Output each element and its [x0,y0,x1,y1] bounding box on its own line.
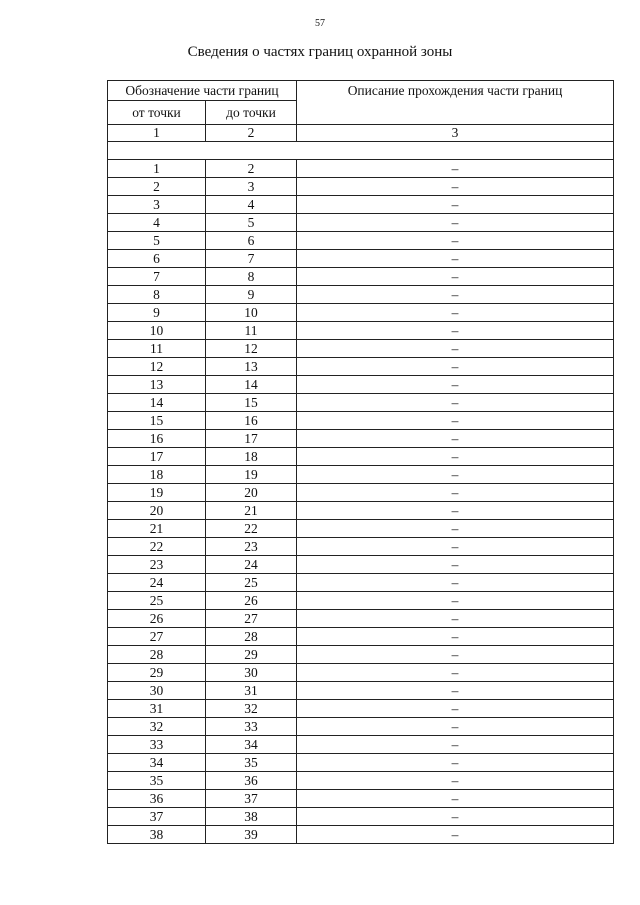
from-point-cell: 28 [108,646,206,664]
to-point-cell: 32 [206,700,297,718]
from-point-cell: 3 [108,196,206,214]
to-point-cell: 28 [206,628,297,646]
from-point-cell: 36 [108,790,206,808]
to-point-cell: 11 [206,322,297,340]
to-point-cell: 14 [206,376,297,394]
description-cell: – [297,322,614,340]
description-cell: – [297,412,614,430]
from-point-cell: 16 [108,430,206,448]
table-row [108,754,614,772]
from-point-header: от точки [108,101,206,125]
table-row [108,268,614,286]
description-cell: – [297,574,614,592]
to-point-cell: 34 [206,736,297,754]
to-point-cell: 17 [206,430,297,448]
from-point-cell: 15 [108,412,206,430]
from-point-cell: 37 [108,808,206,826]
description-cell: – [297,790,614,808]
to-point-cell: 29 [206,646,297,664]
to-point-cell: 39 [206,826,297,844]
to-point-cell: 23 [206,538,297,556]
description-cell: – [297,754,614,772]
table-row [108,304,614,322]
description-cell: – [297,232,614,250]
from-point-cell: 18 [108,466,206,484]
description-cell: – [297,592,614,610]
to-point-cell: 37 [206,790,297,808]
to-point-cell: 35 [206,754,297,772]
description-cell: – [297,340,614,358]
table-row [108,574,614,592]
description-cell: – [297,736,614,754]
to-point-cell: 19 [206,466,297,484]
from-point-cell: 25 [108,592,206,610]
table-row [108,178,614,196]
table-row [108,628,614,646]
table-row [108,520,614,538]
to-point-cell: 24 [206,556,297,574]
table-row [108,718,614,736]
description-cell: – [297,430,614,448]
description-cell: – [297,286,614,304]
from-point-cell: 2 [108,178,206,196]
from-point-cell: 1 [108,160,206,178]
to-point-cell: 30 [206,664,297,682]
to-point-cell: 15 [206,394,297,412]
description-cell: – [297,160,614,178]
to-point-cell: 9 [206,286,297,304]
table-row [108,376,614,394]
description-cell: – [297,376,614,394]
to-point-cell: 5 [206,214,297,232]
table-row [108,340,614,358]
boundary-part-designation-header: Обозначение части границ [108,81,297,101]
table-row [108,808,614,826]
description-cell: – [297,448,614,466]
description-cell: – [297,520,614,538]
from-point-cell: 35 [108,772,206,790]
table-row [108,592,614,610]
description-cell: – [297,268,614,286]
description-cell: – [297,718,614,736]
from-point-cell: 38 [108,826,206,844]
from-point-cell: 19 [108,484,206,502]
table-row [108,250,614,268]
description-cell: – [297,358,614,376]
to-point-cell: 16 [206,412,297,430]
table-body [108,160,614,844]
table-row [108,826,614,844]
table-row [108,286,614,304]
from-point-cell: 23 [108,556,206,574]
to-point-cell: 2 [206,160,297,178]
from-point-cell: 34 [108,754,206,772]
description-cell: – [297,538,614,556]
description-cell: – [297,394,614,412]
to-point-cell: 25 [206,574,297,592]
table-row [108,466,614,484]
table-row [108,430,614,448]
column-number: 2 [206,125,297,142]
to-point-cell: 3 [206,178,297,196]
table-row [108,160,614,178]
from-point-cell: 8 [108,286,206,304]
to-point-cell: 13 [206,358,297,376]
description-cell: – [297,466,614,484]
from-point-cell: 33 [108,736,206,754]
from-point-cell: 6 [108,250,206,268]
description-cell: – [297,826,614,844]
document-title: Сведения о частях границ охранной зоны [187,44,453,60]
table-row [108,556,614,574]
description-cell: – [297,250,614,268]
description-cell: – [297,646,614,664]
from-point-cell: 22 [108,538,206,556]
from-point-cell: 31 [108,700,206,718]
table-row [108,646,614,664]
to-point-cell: 10 [206,304,297,322]
blank-cell [108,142,614,160]
table-row [108,772,614,790]
from-point-cell: 7 [108,268,206,286]
from-point-cell: 10 [108,322,206,340]
table-row [108,502,614,520]
from-point-cell: 14 [108,394,206,412]
to-point-cell: 26 [206,592,297,610]
table-row [108,412,614,430]
from-point-cell: 26 [108,610,206,628]
description-cell: – [297,682,614,700]
column-number: 3 [297,125,614,142]
description-cell: – [297,556,614,574]
description-cell: – [297,808,614,826]
table-row [108,538,614,556]
table-row [108,484,614,502]
from-point-cell: 17 [108,448,206,466]
table-row [108,610,614,628]
table-row [108,790,614,808]
table-row [108,736,614,754]
to-point-cell: 22 [206,520,297,538]
to-point-cell: 38 [206,808,297,826]
description-cell: – [297,700,614,718]
from-point-cell: 11 [108,340,206,358]
boundary-parts-table [107,80,614,844]
from-point-cell: 27 [108,628,206,646]
to-point-cell: 33 [206,718,297,736]
table-row [108,448,614,466]
table-row [108,232,614,250]
blank-row [108,142,614,160]
description-cell: – [297,214,614,232]
description-cell: – [297,610,614,628]
to-point-cell: 21 [206,502,297,520]
boundary-description-header: Описание прохождения части границ [297,81,614,125]
table-row [108,394,614,412]
table-row [108,682,614,700]
from-point-cell: 21 [108,520,206,538]
from-point-cell: 5 [108,232,206,250]
to-point-cell: 18 [206,448,297,466]
from-point-cell: 9 [108,304,206,322]
to-point-cell: 20 [206,484,297,502]
table-row [108,700,614,718]
from-point-cell: 13 [108,376,206,394]
description-cell: – [297,664,614,682]
description-cell: – [297,304,614,322]
to-point-cell: 6 [206,232,297,250]
from-point-cell: 32 [108,718,206,736]
to-point-cell: 27 [206,610,297,628]
to-point-cell: 31 [206,682,297,700]
to-point-cell: 4 [206,196,297,214]
description-cell: – [297,628,614,646]
table-row [108,214,614,232]
description-cell: – [297,484,614,502]
description-cell: – [297,772,614,790]
from-point-cell: 12 [108,358,206,376]
to-point-cell: 12 [206,340,297,358]
description-cell: – [297,196,614,214]
from-point-cell: 4 [108,214,206,232]
to-point-cell: 36 [206,772,297,790]
table-row [108,664,614,682]
table-row [108,196,614,214]
table-row [108,322,614,340]
to-point-cell: 8 [206,268,297,286]
table-row [108,358,614,376]
to-point-header: до точки [206,101,297,125]
description-cell: – [297,178,614,196]
from-point-cell: 24 [108,574,206,592]
description-cell: – [297,502,614,520]
column-number: 1 [108,125,206,142]
from-point-cell: 30 [108,682,206,700]
from-point-cell: 29 [108,664,206,682]
page-number: 57 [315,18,325,29]
from-point-cell: 20 [108,502,206,520]
to-point-cell: 7 [206,250,297,268]
